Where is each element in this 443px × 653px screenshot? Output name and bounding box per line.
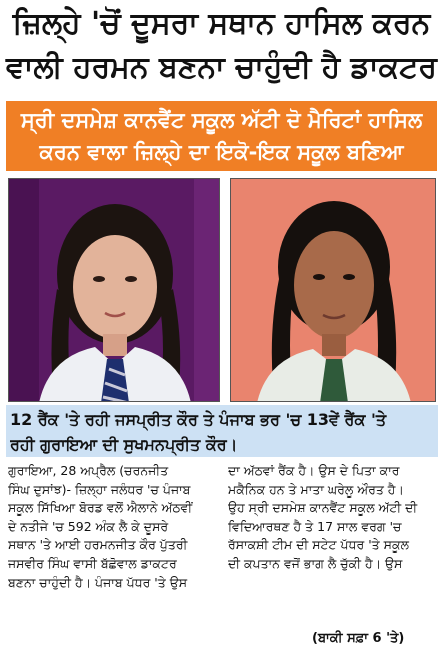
article-line: ਦਾ ਅੱਠਵਾਂ ਰੈਂਕ ਹੈ। ਉਸ ਦੇ ਪਿਤਾ ਕਾਰ — [228, 463, 400, 478]
headline-line-1: ਜ਼ਿਲ੍ਹੇ 'ਚੋਂ ਦੂਸਰਾ ਸਥਾਨ ਹਾਸਿਲ ਕਰਨ — [12, 6, 431, 41]
student-photo-left — [8, 178, 220, 402]
article-line: ਉਹ ਸ੍ਰੀ ਦਸਮੇਸ਼ ਕਾਨਵੈਂਟ ਸਕੂਲ ਅੱਟੀ ਦੀ — [228, 500, 418, 516]
article-line: ਸਿੰਘ ਦੁਸਾਂਝ)- ਜ਼ਿਲ੍ਹਾ ਜਲੰਧਰ 'ਚ ਪੰਜਾਬ — [8, 481, 191, 497]
article-line: ਜਸਵੀਰ ਸਿੰਘ ਵਾਸੀ ਬੱਛੋਵਾਲ ਡਾਕਟਰ — [8, 555, 177, 571]
article-line: ਦੇ ਨਤੀਜੇ 'ਚ 592 ਅੰਕ ਲੈ ਕੇ ਦੂਸਰੇ — [8, 518, 169, 534]
student-portrait-right — [231, 179, 436, 402]
subheadline-banner — [6, 101, 437, 171]
headline — [0, 0, 443, 96]
article-line: ਰੱਸਾਕਸ਼ੀ ਟੀਮ ਦੀ ਸਟੇਟ ਪੱਧਰ 'ਤੇ ਸਕੂਲ — [228, 537, 409, 553]
caption-line-1: 12 ਰੈਂਕ 'ਤੇ ਰਹੀ ਜਸਪ੍ਰੀਤ ਕੌਰ ਤੇ ਪੰਜਾਬ ਭਰ 'ਚ 13ਵੇਂ ਰੈਂਕ 'ਤੇ — [10, 410, 387, 429]
headline-line-2: ਵਾਲੀ ਹਰਮਨ ਬਣਨਾ ਚਾਹੁੰਦੀ ਹੈ ਡਾਕਟਰ — [6, 50, 437, 85]
article-line: ਦੀ ਕਪਤਾਨ ਵਜੋਂ ਭਾਗ ਲੈ ਚੁੱਕੀ ਹੈ। ਉਸ — [228, 555, 403, 571]
article-column-right — [228, 462, 436, 574]
article-line: ਗੁਰਾਇਆ, 28 ਅਪ੍ਰੈਲ (ਚਰਨਜੀਤ — [8, 463, 169, 478]
student-portrait-left — [9, 179, 220, 402]
caption-line-2: ਰਹੀ ਗੁਰਾਇਆ ਦੀ ਸੁਖਮਨਪ੍ਰੀਤ ਕੌਰ। — [10, 435, 238, 454]
article-line: ਸਥਾਨ 'ਤੇ ਆਈ ਹਰਮਨਜੀਤ ਕੌਰ ਪੁੱਤਰੀ — [8, 537, 188, 553]
student-photo-right — [230, 178, 436, 402]
subheadline-line-2: ਕਰਨ ਵਾਲਾ ਜ਼ਿਲ੍ਹੇ ਦਾ ਇਕੋ-ਇਕ ਸਕੂਲ ਬਣਿਆ — [39, 140, 404, 164]
subheadline-line-1: ਸ੍ਰੀ ਦਸਮੇਸ਼ ਕਾਨਵੈਂਟ ਸਕੂਲ ਅੱਟੀ ਦੋ ਮੈਰਿਟਾਂ ਹਾਸਿਲ — [20, 108, 423, 132]
article-line: ਸਕੂਲ ਸਿੱਖਿਆ ਬੋਰਡ ਵਲੋਂ ਐਲਾਨੇ ਅੱਠਵੀਂ — [8, 500, 193, 516]
article-line: ਮਕੈਨਿਕ ਹਨ ਤੇ ਮਾਤਾ ਘਰੇਲੂ ਔਰਤ ਹੈ। — [228, 481, 404, 497]
photo-caption — [6, 405, 438, 457]
article-column-left — [8, 462, 218, 592]
continued-on-page-note: (ਬਾਕੀ ਸਫ਼ਾ 6 'ਤੇ) — [312, 631, 405, 646]
article-line: ਬਣਨਾ ਚਾਹੁੰਦੀ ਹੈ। ਪੰਜਾਬ ਪੱਧਰ 'ਤੇ ਉਸ — [8, 574, 188, 590]
article-line: ਵਿਦਿਆਰਥਣ ਹੈ ਤੇ 17 ਸਾਲ ਵਰਗ 'ਚ — [228, 518, 402, 534]
